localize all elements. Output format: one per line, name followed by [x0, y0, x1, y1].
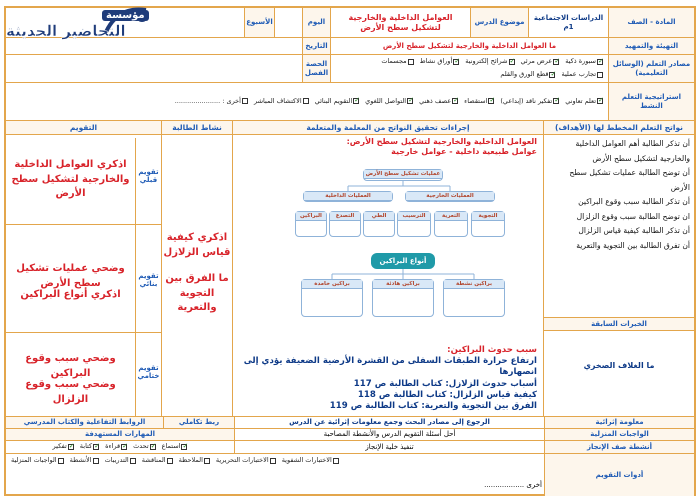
- resource-option[interactable]: [420, 58, 460, 66]
- eval-text3b: وضحي سبب وقوع الزلزال: [25, 379, 116, 405]
- strategy-option-label: تفكير ناقد (إبداعي): [500, 96, 553, 105]
- resource-option-label: قطع الورق والقلم: [500, 69, 549, 78]
- eval-text3a: وضحي سبب وقوع البراكين: [25, 353, 116, 379]
- checkbox-icon[interactable]: [130, 458, 136, 464]
- resources-checklist: [330, 55, 608, 82]
- tools-label: أدوات التقويم: [544, 454, 694, 496]
- checkbox-icon[interactable]: [58, 458, 64, 464]
- eval-text1: اذكري العوامل الداخلية والخارجية لتشكيل سطح الأرض: [11, 159, 130, 199]
- student-activity-column: [162, 121, 232, 416]
- checkbox-icon[interactable]: [408, 59, 414, 65]
- lesson-plan-sheet: [4, 6, 696, 496]
- resources-row: [6, 55, 694, 83]
- period-label: الحصة: [305, 60, 328, 69]
- student-activity-header: نشاط الطالبة: [162, 121, 232, 135]
- resource-option-label: شرائح إلكترونية: [465, 57, 508, 66]
- procedure-line2: عوامل طبيعية داخلية - عوامل خارجية: [391, 147, 537, 156]
- day-label: اليوم: [302, 8, 330, 37]
- strategy-option[interactable]: [175, 98, 248, 106]
- checkbox-icon[interactable]: [333, 458, 339, 464]
- strategy-option-label: تعلم تعاوني: [565, 96, 596, 105]
- tools-checklist: [8, 457, 342, 465]
- skills-label: المهارات المستهدفة: [6, 429, 234, 440]
- strategy-option[interactable]: [500, 98, 559, 106]
- resource-option-label: عرض مرئي: [520, 57, 553, 66]
- class-label: الفصل: [304, 68, 329, 77]
- brand-logo: [6, 2, 186, 46]
- week-label: الأسبوع: [244, 8, 274, 37]
- checkbox-icon[interactable]: [93, 458, 99, 464]
- tool-option-label: الاختبارات الشفوية: [281, 456, 332, 464]
- tool-option-label: الملاحظة: [178, 456, 203, 464]
- checkbox-icon[interactable]: [167, 458, 173, 464]
- stage-final: تقويم ختامي: [137, 364, 160, 380]
- divider: [6, 224, 135, 225]
- tool-option-label: الاختبارات التحريرية: [215, 456, 269, 464]
- tool-option[interactable]: [70, 457, 99, 465]
- tools-area: [6, 454, 544, 496]
- resource-option[interactable]: [500, 71, 555, 79]
- resource-option[interactable]: [381, 58, 413, 66]
- volcano-types-node: أنواع البراكين: [371, 253, 435, 269]
- evaluation-texts: [6, 138, 135, 416]
- strategy-option[interactable]: [365, 98, 413, 106]
- tool-option-label: التدريبات: [104, 456, 129, 464]
- divider: [161, 121, 162, 416]
- resource-option[interactable]: [561, 71, 603, 79]
- objective-item: أن توضح الطالبة عمليات تشكيل سطح الأرض: [569, 168, 690, 192]
- strategy-option[interactable]: [565, 98, 603, 106]
- day-value: [274, 8, 302, 37]
- activity-label: أنشطة صف الإنجاز: [544, 441, 694, 453]
- skill-option[interactable]: [162, 443, 188, 451]
- subject-value: الدراسات الاجتماعية 1م: [528, 8, 608, 37]
- checkbox-icon[interactable]: [303, 98, 309, 104]
- topic-value: العوامل الداخلية والخارجية لتشكيل سطح الأرض: [330, 8, 470, 37]
- divider: [6, 332, 135, 333]
- stage-pre: تقويم قبلي: [138, 168, 159, 184]
- resource-option-label: تجارب عملية: [561, 69, 596, 78]
- objective-item: أن تفرق الطالبة بين التجوية والتعرية: [576, 241, 690, 251]
- strategy-option[interactable]: [254, 98, 309, 106]
- objective-item: ان توضح الطالبة سبب وقوع الزلزال: [576, 211, 690, 221]
- homework-value: أحل أسئلة التقويم الدرس والأنشطة المصاحبة: [234, 429, 544, 440]
- volcano-calm: براكين هادئة: [372, 279, 434, 317]
- objective-item: أن تذكر الطالبة سبب وقوع البراكين: [578, 197, 690, 207]
- resource-option[interactable]: [521, 58, 560, 66]
- prior-value: ما الغلاف الصخري: [583, 361, 655, 370]
- strategy-checklist: [6, 83, 608, 120]
- tool-option[interactable]: [11, 457, 64, 465]
- strategy-option-label: استقصاء: [464, 96, 488, 105]
- enrich-value: الرجوع إلى مصادر البحث وجمع معلومات إثرائية عن الدرس: [234, 417, 544, 428]
- logo-line1: مؤسسة: [102, 10, 149, 21]
- checkbox-icon[interactable]: [597, 98, 603, 104]
- skill-option-label: قراءة: [105, 442, 121, 451]
- period-class-labels: [302, 55, 330, 82]
- volcano-active: براكين نشطة: [443, 279, 505, 317]
- strategy-option-label: أخرى : ......................: [174, 96, 241, 105]
- resource-option-label: أوراق نشاط: [419, 57, 453, 66]
- main-body: [6, 121, 694, 417]
- eval-text2a: وضحي عمليات تشكيل سطح الأرض: [16, 263, 125, 289]
- leaf-deposition: الترسيب: [397, 211, 431, 237]
- tool-option-label: الأنشطة: [69, 456, 92, 464]
- strategy-option[interactable]: [419, 98, 458, 106]
- checkbox-icon[interactable]: [121, 444, 127, 450]
- divider: [136, 224, 161, 225]
- prior-box: [544, 317, 694, 370]
- tool-option-label: الواجبات المنزلية: [11, 456, 57, 464]
- checkbox-icon[interactable]: [488, 98, 494, 104]
- divider: [543, 121, 544, 416]
- strategy-option[interactable]: [315, 98, 360, 106]
- leaf-volcanoes: البراكين: [295, 211, 327, 237]
- strategy-option-label: التقويم البنائي: [314, 96, 353, 105]
- enrich-label: معلومة إثرائية: [544, 417, 694, 428]
- checkbox-icon[interactable]: [597, 72, 603, 78]
- prior-label: الخبرات السابقة: [544, 318, 694, 331]
- objectives-header: نواتج التعلم المخطط لها (الأهداف): [544, 121, 694, 135]
- date-label: التاريخ: [302, 38, 330, 54]
- skills-checklist: [6, 441, 234, 453]
- volcano-cause-q: سبب حدوث البراكين:: [447, 345, 537, 355]
- tool-option[interactable]: [105, 457, 136, 465]
- volcano-cause-a: ارتفاع حرارة الطبقات السفلى من القشرة الأرضية الضعيفة يؤدي إلى انصهارها: [243, 356, 537, 378]
- homework-row: [6, 429, 694, 441]
- checkbox-icon[interactable]: [453, 59, 459, 65]
- objective-item: أن تذكر الطالبة كيفية قياس الزلزال: [578, 226, 690, 236]
- checkbox-icon[interactable]: [150, 444, 156, 450]
- earthquake-measure: كيفية قياس الزلزال: كتاب الطالبة ص 118: [357, 389, 537, 400]
- eval-text2b: اذكري أنواع البراكين: [20, 289, 121, 300]
- evaluation-stages: [135, 138, 161, 416]
- evaluation-header: التقويم: [6, 121, 161, 135]
- checkbox-icon[interactable]: [553, 98, 559, 104]
- leaf-weathering: التجوية: [471, 211, 505, 237]
- procedure-line1: العوامل الداخلية والخارجية لتشكيل سطح الأرض:: [346, 137, 537, 146]
- diagram-connectors: [293, 169, 513, 279]
- checkbox-icon[interactable]: [181, 444, 187, 450]
- checkbox-icon[interactable]: [93, 444, 99, 450]
- skill-option[interactable]: [133, 443, 156, 451]
- divider: [232, 121, 233, 416]
- skill-option[interactable]: [105, 443, 127, 451]
- logo-line2: التحاضير الحديثة: [6, 22, 126, 40]
- resource-option[interactable]: [465, 58, 514, 66]
- skill-option-label: كتابة: [79, 442, 93, 451]
- checkbox-icon[interactable]: [509, 59, 515, 65]
- objective-item: أن تذكر الطالبة أهم العوامل الداخلية والخارجية لتشكيل سطح الأرض: [575, 139, 690, 163]
- skill-option[interactable]: [80, 443, 99, 451]
- tools-other: أخرى ..................: [484, 480, 542, 489]
- leaf-erosion: التعرية: [434, 211, 468, 237]
- links-label: الروابط التفاعلية والكتاب المدرسي: [6, 417, 163, 428]
- resources-label: مصادر التعلم (الوسائل التعليمية): [608, 55, 694, 82]
- checkbox-icon[interactable]: [549, 72, 555, 78]
- strategy-option-label: عصف ذهني: [419, 96, 452, 105]
- strategy-option-label: التواصل اللغوي: [365, 96, 407, 105]
- strategy-label: استراتيجية التعلم النشط: [608, 83, 694, 120]
- procedures-header: إجراءات تحقيق النواتج من المعلمة والمتعلمة: [233, 121, 543, 135]
- weathering-erosion-diff: الفرق بين التجوية والتعرية: كتاب الطالبة ص 119: [329, 400, 537, 411]
- checkbox-icon[interactable]: [553, 59, 559, 65]
- objectives-column: [544, 121, 694, 416]
- tool-option[interactable]: [179, 457, 210, 465]
- checkbox-icon[interactable]: [452, 98, 458, 104]
- skill-option-label: استماع: [161, 442, 181, 451]
- tool-option-label: المناقشة: [141, 456, 166, 464]
- earthquake-causes: أسباب حدوث الزلازل: كتاب الطالبة ص 117: [353, 378, 537, 389]
- activity-value: تنفيذ خلية الإنجاز: [234, 441, 544, 453]
- period-value: [6, 55, 302, 82]
- activity-text1: اذكري كيفية قياس الزلازل: [163, 232, 231, 258]
- subject-label: المادة - الصف: [608, 8, 694, 37]
- topic-label: موضوع الدرس: [470, 8, 528, 37]
- procedure-notes: [233, 345, 543, 412]
- tools-row: [6, 454, 694, 496]
- diagram-internal: العمليات الداخلية: [303, 191, 393, 202]
- tool-option[interactable]: [142, 457, 173, 465]
- checkbox-icon[interactable]: [407, 98, 413, 104]
- checkbox-icon[interactable]: [204, 458, 210, 464]
- resource-option-label: مجسمات: [381, 57, 407, 66]
- activity-row: [6, 441, 694, 454]
- checkbox-icon[interactable]: [68, 444, 74, 450]
- volcano-dormant: براكين خامدة: [301, 279, 363, 317]
- checkbox-icon[interactable]: [353, 98, 359, 104]
- leaf-faulting: التصدع: [329, 211, 361, 237]
- skill-option[interactable]: [53, 443, 74, 451]
- procedures-column: [233, 121, 543, 416]
- strategy-row: [6, 83, 694, 121]
- diagram-external: العمليات الخارجية: [405, 191, 495, 202]
- strategy-option[interactable]: [464, 98, 494, 106]
- divider: [136, 332, 161, 333]
- intro-value: ما العوامل الداخلية والخارجية لتشكيل سطح الأرض: [330, 38, 608, 54]
- stage-formative: تقويم بنائي: [138, 272, 159, 288]
- skill-option-label: تفكير: [52, 442, 67, 451]
- strategy-option-label: الاكتشاف المباشر: [253, 96, 302, 105]
- link-label: ربط تكاملي: [163, 417, 234, 428]
- processes-diagram: [293, 169, 513, 349]
- resource-option[interactable]: [565, 58, 603, 66]
- enrich-row: [6, 417, 694, 429]
- tool-option[interactable]: [216, 457, 276, 465]
- resource-option-label: سبورة ذكية: [565, 57, 596, 66]
- diagram-root: عمليات تشكيل سطح الأرض: [363, 169, 443, 181]
- checkbox-icon[interactable]: [270, 458, 276, 464]
- homework-label: الواجبات المنزلية: [544, 429, 694, 440]
- evaluation-column: [6, 121, 161, 416]
- checkbox-icon[interactable]: [242, 98, 248, 104]
- leaf-folding: الطي: [363, 211, 395, 237]
- skill-option-label: تحدث: [133, 442, 149, 451]
- activity-text2: ما الفرق بين التجوية والتعرية: [165, 273, 229, 313]
- checkbox-icon[interactable]: [597, 59, 603, 65]
- intro-label: التهيئة والتمهيد: [608, 38, 694, 54]
- objectives-list: [544, 135, 694, 256]
- tool-option[interactable]: [282, 457, 339, 465]
